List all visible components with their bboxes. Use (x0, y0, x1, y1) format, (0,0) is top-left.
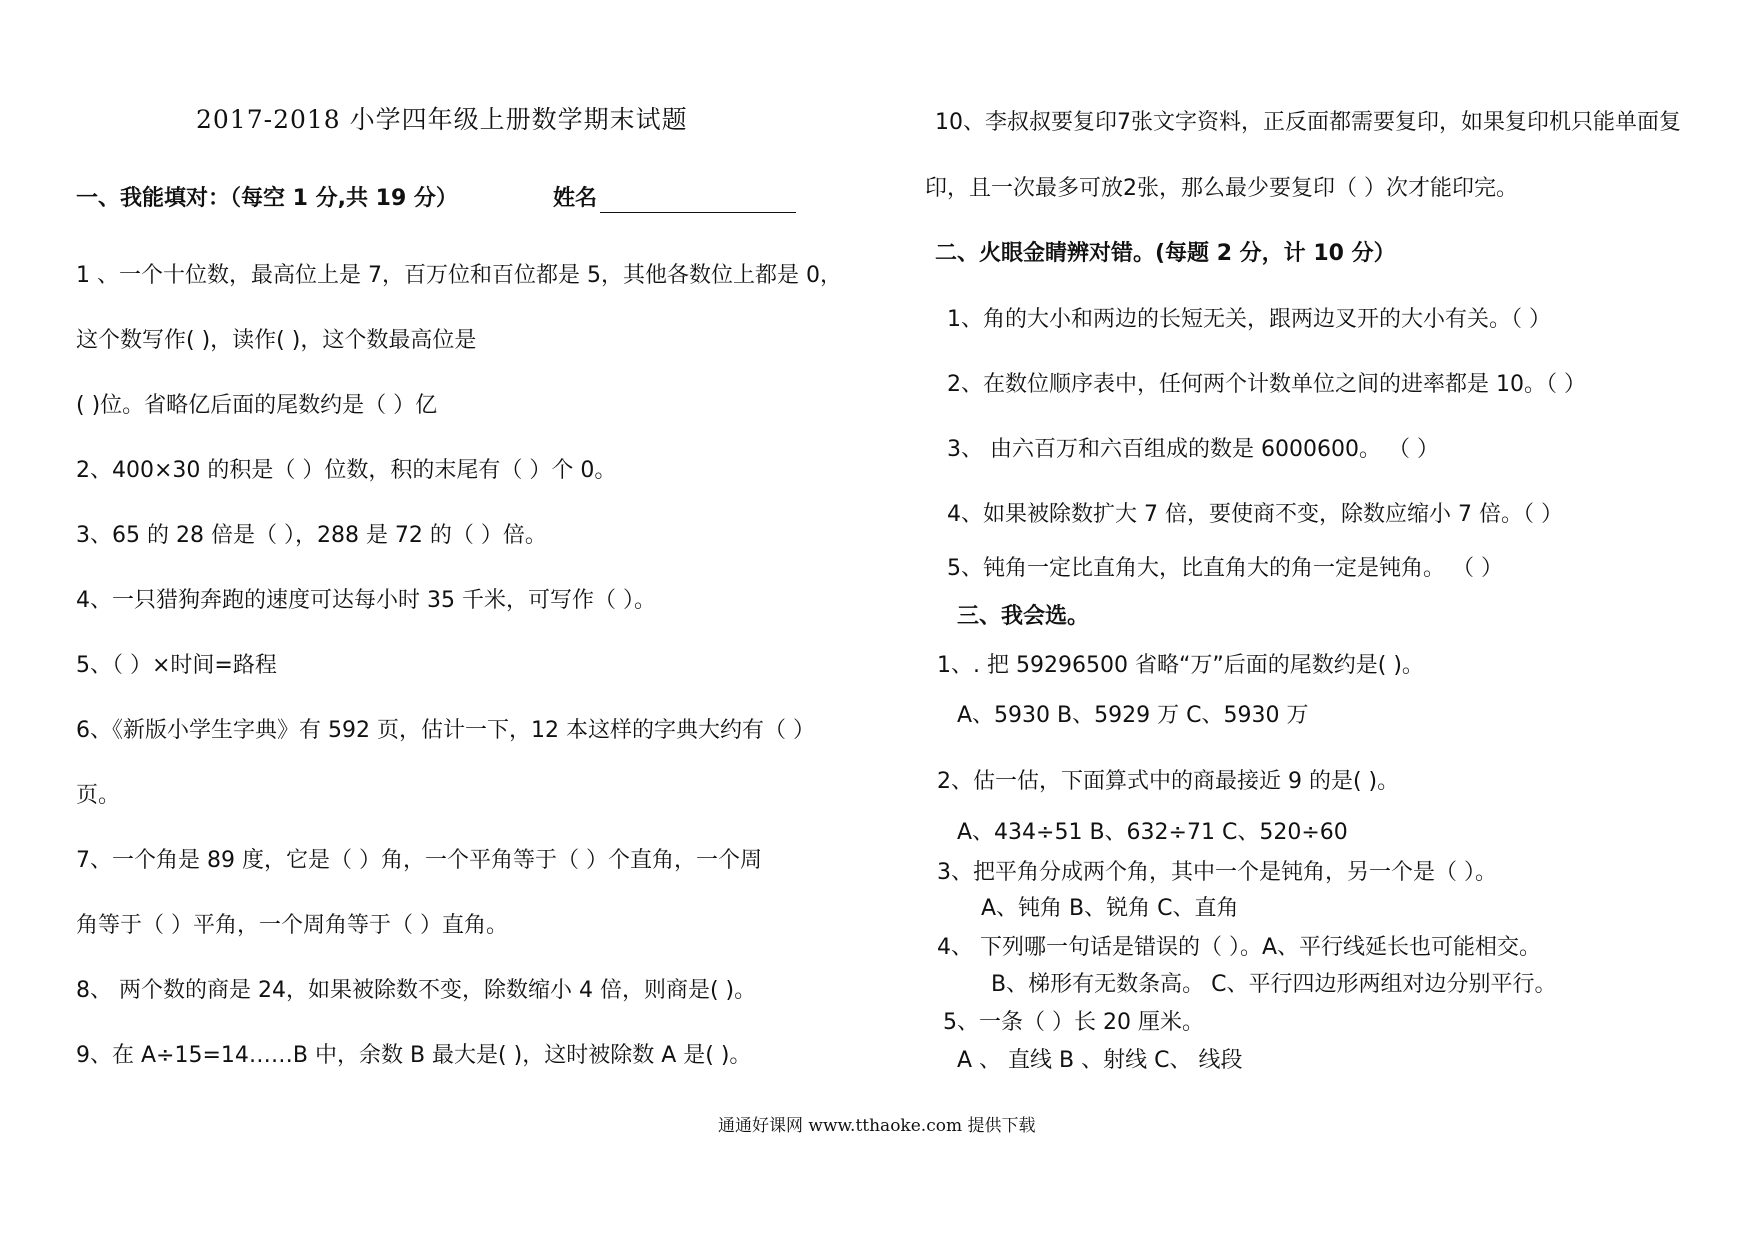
q3-line: 3、65 的 28 倍是（ ），288 是 72 的（ ）倍。 (76, 523, 547, 548)
q10-line-2: 印，且一次最多可放2张，那么最少要复印（ ）次才能印完。 (925, 176, 1518, 201)
mc-q4-options: B、梯形有无数条高。 C、平行四边形两组对边分别平行。 (991, 972, 1557, 997)
q6-line-2: 页。 (76, 783, 121, 808)
q1-line-3: ( )位。省略亿后面的尾数约是（ ）亿 (76, 393, 438, 418)
mc-q2-options: A、434÷51 B、632÷71 C、520÷60 (957, 820, 1348, 845)
name-blank-line (600, 211, 796, 213)
q1-line-1: 1 、一个十位数，最高位上是 7，百万位和百位都是 5，其他各数位上都是 0， (76, 263, 842, 288)
q4-line: 4、一只猎狗奔跑的速度可达每小时 35 千米，可写作（ ）。 (76, 588, 656, 613)
footer-source: 通通好课网 www.tthaoke.com 提供下载 (718, 1116, 1036, 1136)
mc-q3-options: A、钝角 B、锐角 C、直角 (981, 896, 1239, 921)
mc-q1: 1、. 把 59296500 省略“万”后面的尾数约是( )。 (937, 653, 1424, 678)
q7-line-1: 7、一个角是 89 度，它是（ ）角，一个平角等于（ ）个直角，一个周 (76, 848, 762, 873)
q8-line: 8、 两个数的商是 24，如果被除数不变，除数缩小 4 倍，则商是( )。 (76, 978, 757, 1003)
name-label: 姓名 (553, 186, 598, 211)
tf-item-1: 1、角的大小和两边的长短无关，跟两边叉开的大小有关。（ ） (947, 307, 1551, 332)
mc-q5-options: A 、 直线 B 、射线 C、 线段 (957, 1048, 1243, 1073)
tf-item-2: 2、在数位顺序表中，任何两个计数单位之间的进率都是 10。（ ） (947, 372, 1586, 397)
mc-q3: 3、把平角分成两个角，其中一个是钝角，另一个是（ ）。 (937, 860, 1497, 885)
exam-title: 2017-2018 小学四年级上册数学期末试题 (196, 105, 688, 134)
q10-line-1: 10、李叔叔要复印7张文字资料，正反面都需要复印，如果复印机只能单面复 (935, 110, 1681, 135)
mc-q2: 2、估一估，下面算式中的商最接近 9 的是( )。 (937, 769, 1400, 794)
mc-q1-options: A、5930 B、5929 万 C、5930 万 (957, 703, 1309, 728)
q6-line-1: 6、《新版小学生字典》有 592 页，估计一下，12 本这样的字典大约有（ ） (76, 718, 815, 743)
tf-item-4: 4、如果被除数扩大 7 倍，要使商不变，除数应缩小 7 倍。（ ） (947, 502, 1563, 527)
mc-q4: 4、 下列哪一句话是错误的（ ）。A、平行线延长也可能相交。 (937, 935, 1542, 960)
q1-line-2: 这个数写作( )，读作( )，这个数最高位是 (76, 328, 477, 353)
mc-q5: 5、一条（ ）长 20 厘米。 (943, 1010, 1204, 1035)
section-2-heading: 二、火眼金睛辨对错。(每题 2 分，计 10 分） (935, 241, 1396, 266)
q7-line-2: 角等于（ ）平角，一个周角等于（ ）直角。 (76, 913, 508, 938)
q5-line: 5、（ ）×时间=路程 (76, 653, 277, 678)
q9-line: 9、在 A÷15=14……B 中，余数 B 最大是( )，这时被除数 A 是( )。 (76, 1043, 752, 1068)
tf-item-3: 3、 由六百万和六百组成的数是 6000600。 （ ） (947, 437, 1439, 462)
tf-item-5: 5、钝角一定比直角大，比直角大的角一定是钝角。 （ ） (947, 556, 1503, 581)
section-1-heading: 一、我能填对：（每空 1 分,共 19 分） (76, 186, 458, 211)
q2-line: 2、400×30 的积是（ ）位数，积的末尾有（ ）个 0。 (76, 458, 617, 483)
section-3-heading: 三、我会选。 (957, 604, 1090, 629)
